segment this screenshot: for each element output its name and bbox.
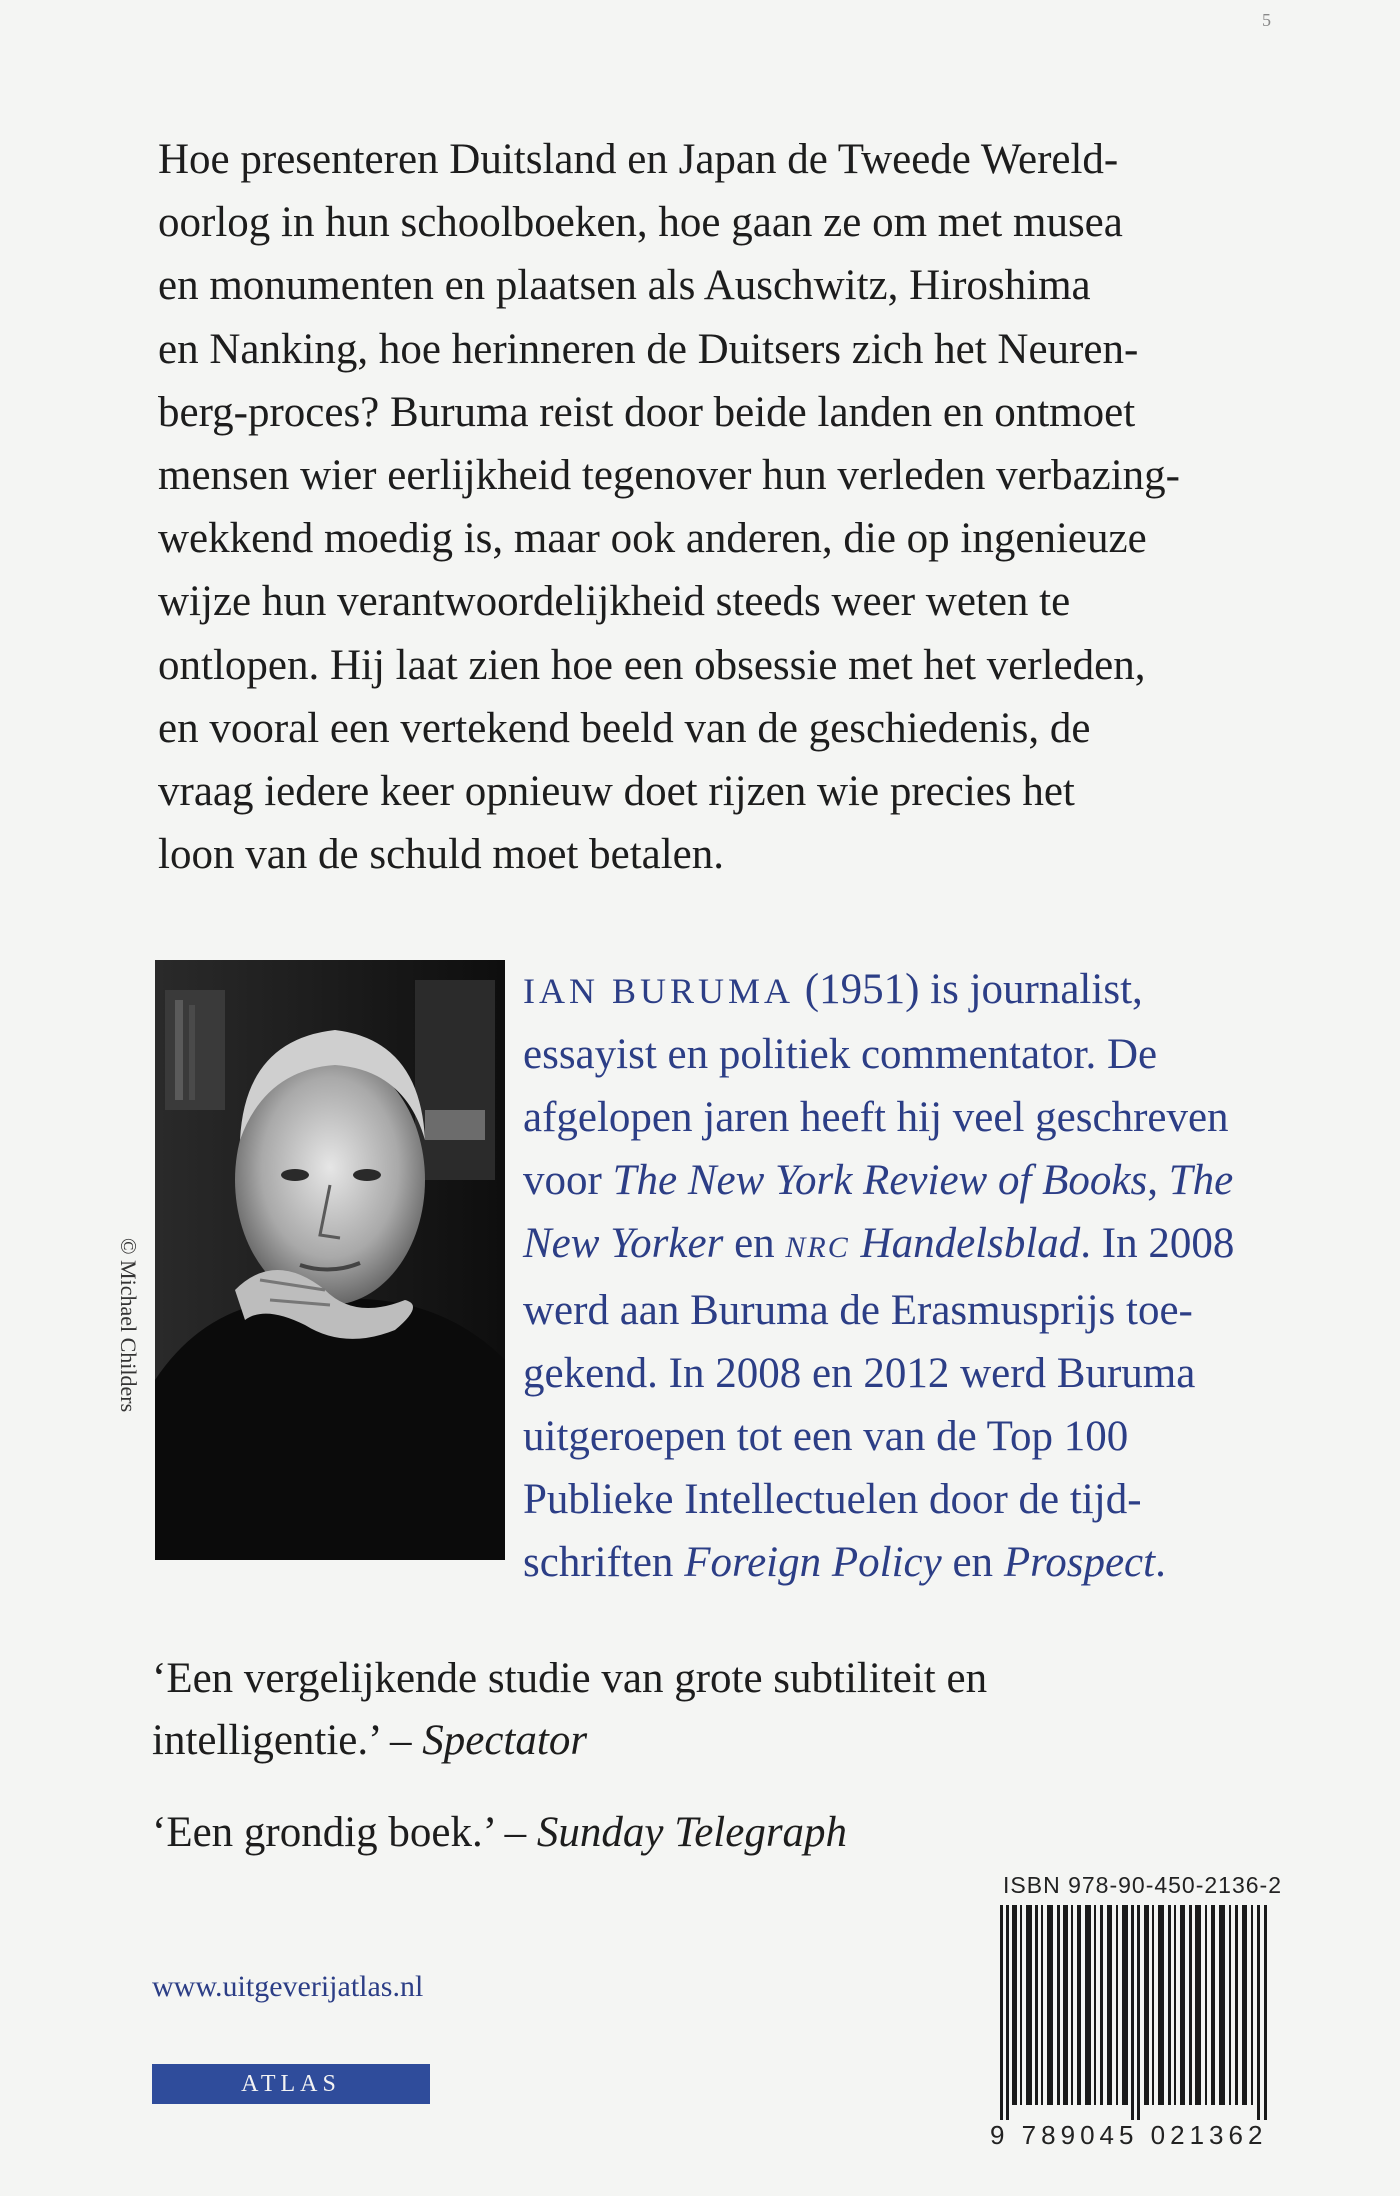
- bio-line: essayist en politiek commentator. De: [523, 1031, 1158, 1078]
- blurb-line: wijze hun verantwoordelijkheid steeds weer weten te: [158, 578, 1071, 626]
- publisher-logo: ATLAS: [152, 2064, 430, 2104]
- blurb-line: mensen wier eerlijkheid tegenover hun verleden verbazing-: [158, 452, 1181, 500]
- author-photo: [155, 960, 505, 1560]
- quote-line: [152, 1802, 1252, 1864]
- bio-text: . In 2008: [1080, 1220, 1235, 1267]
- publication-title: Foreign Policy: [684, 1539, 942, 1586]
- quote-line: [152, 1710, 1252, 1772]
- bio-line: Publieke Intellectuelen door de tijd-: [523, 1476, 1142, 1523]
- author-portrait-illustration: [155, 960, 505, 1560]
- blurb-line: oorlog in hun schoolboeken, hoe gaan ze om met musea: [158, 199, 1123, 247]
- quote-source: Spectator: [422, 1717, 588, 1764]
- publication-title: Prospect: [1003, 1539, 1156, 1586]
- corner-mark: 5: [1262, 10, 1271, 30]
- quote-source: Sunday Telegraph: [536, 1809, 848, 1856]
- author-name: IAN BURUMA: [523, 971, 795, 1011]
- blurb-line: en vooral een vertekend beeld van de geschiedenis, de: [158, 704, 1091, 752]
- review-quotes: [152, 1648, 1252, 1864]
- publisher-website[interactable]: www.uitgeverijatlas.nl: [152, 1970, 424, 2003]
- bio-line: afgelopen jaren heeft hij veel geschreven: [523, 1094, 1229, 1141]
- bio-text: .: [1155, 1539, 1166, 1586]
- publication-title: The: [1168, 1157, 1234, 1204]
- photo-credit: © Michael Childers: [116, 1237, 141, 1413]
- blurb-line: vraag iedere keer opnieuw doet rijzen wie precies het: [158, 768, 1075, 816]
- quote-line: ‘Een vergelijkende studie van grote subtiliteit en: [152, 1655, 988, 1702]
- bio-line: [523, 958, 1343, 1023]
- blurb-line: wekkend moedig is, maar ook anderen, die op ingenieuze: [158, 515, 1147, 563]
- barcode-digits: 9 789045 021362: [990, 2120, 1268, 2150]
- isbn-label: ISBN 978-90-450-2136-2: [1003, 1872, 1282, 1898]
- quote-text: intelligentie.’ –: [152, 1717, 423, 1764]
- bio-text: voor: [523, 1157, 613, 1204]
- author-bio: [523, 958, 1343, 1594]
- quote-text: ‘Een grondig boek.’ –: [152, 1809, 537, 1856]
- blurb-paragraph: [158, 128, 1338, 886]
- blurb-line: ontlopen. Hij laat zien hoe een obsessie met het verleden,: [158, 641, 1146, 689]
- publication-title: The New York Review of Books: [612, 1157, 1148, 1204]
- blurb-line: en monumenten en plaatsen als Auschwitz, Hiroshima: [158, 262, 1091, 310]
- bio-line: gekend. In 2008 en 2012 werd Buruma: [523, 1350, 1196, 1397]
- blurb-line: en Nanking, hoe herinneren de Duitsers zich het Neuren-: [158, 325, 1139, 373]
- publication-title: NRC: [785, 1231, 850, 1264]
- bio-text: schriften: [523, 1539, 685, 1586]
- blurb-line: loon van de schuld moet betalen.: [158, 831, 725, 879]
- bio-text: en: [941, 1539, 1004, 1586]
- bio-text: (1951) is journalist,: [794, 966, 1143, 1013]
- bio-line: uitgeroepen tot een van de Top 100: [523, 1413, 1129, 1460]
- bio-line: [523, 1212, 1343, 1279]
- bio-text: en: [723, 1220, 786, 1267]
- bio-text: ,: [1147, 1157, 1169, 1204]
- blurb-line: berg-proces? Buruma reist door beide landen en ontmoet: [158, 388, 1136, 436]
- blurb-line: Hoe presenteren Duitsland en Japan de Tweede Wereld-: [158, 136, 1119, 183]
- bio-line: [523, 1531, 1343, 1594]
- publication-title: New Yorker: [523, 1220, 724, 1267]
- bio-line: [523, 1149, 1343, 1212]
- publication-title: Handelsblad: [849, 1220, 1081, 1267]
- barcode-icon: [1000, 1905, 1270, 2120]
- bio-line: werd aan Buruma de Erasmusprijs toe-: [523, 1287, 1193, 1334]
